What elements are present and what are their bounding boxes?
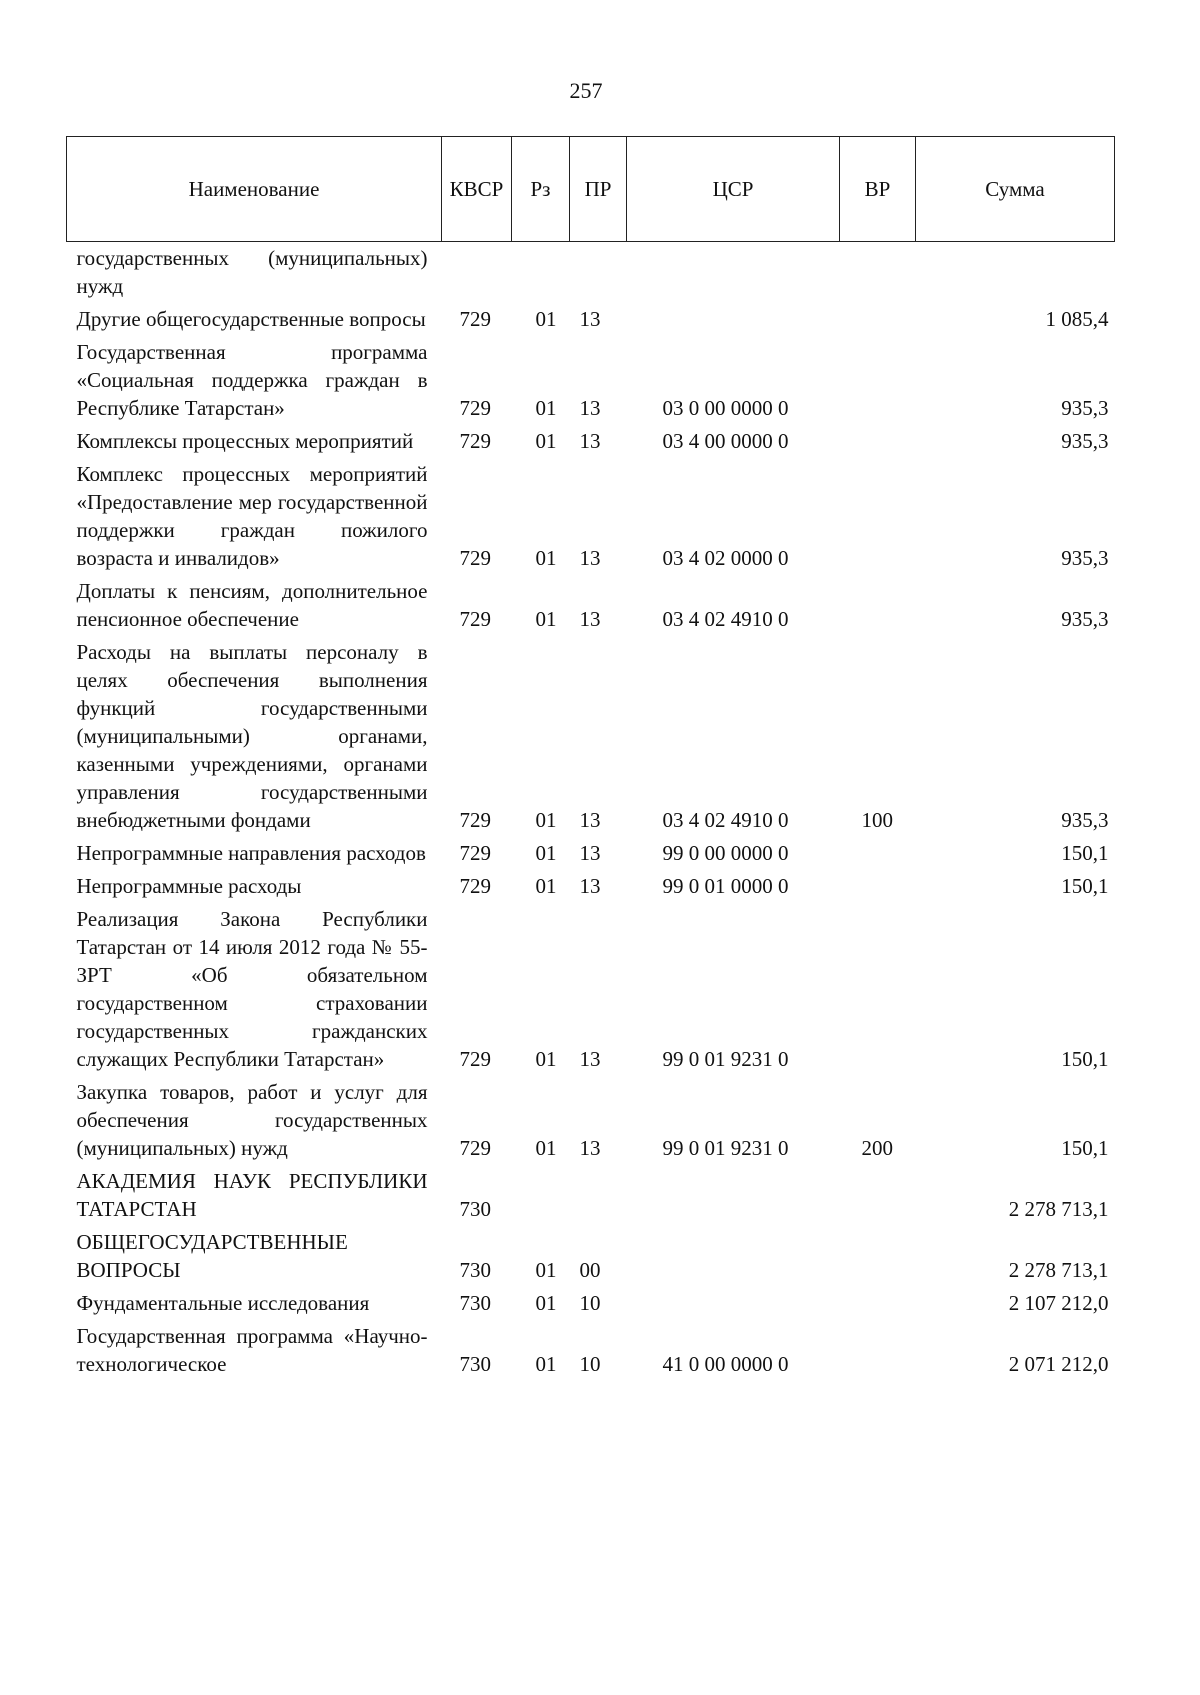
table-row xyxy=(67,1321,1115,1382)
cell-rz xyxy=(512,242,570,305)
cell-kvsr: 729 xyxy=(459,808,491,832)
cell-kvsr: 729 xyxy=(459,429,491,453)
cell-pr: 13 xyxy=(579,841,601,865)
cell-csr: 03 4 02 0000 0 xyxy=(662,546,789,570)
cell-vr xyxy=(840,1166,916,1227)
table-row xyxy=(67,1288,1115,1321)
cell-vr xyxy=(840,904,916,1077)
table-row xyxy=(67,304,1115,337)
cell-vr xyxy=(840,838,916,871)
cell-csr: 41 0 00 0000 0 xyxy=(662,1352,789,1376)
cell-sum: 2 278 713,1 xyxy=(1008,1197,1109,1221)
cell-rz: 01 xyxy=(535,396,557,420)
cell-name: Государственная программа «Научно-технологическое xyxy=(76,1324,428,1376)
cell-pr xyxy=(570,1166,627,1227)
cell-kvsr: 729 xyxy=(459,307,491,331)
table-row xyxy=(67,576,1115,637)
cell-csr xyxy=(627,1227,840,1288)
cell-kvsr: 729 xyxy=(459,546,491,570)
table-row xyxy=(67,1077,1115,1166)
table-row xyxy=(67,871,1115,904)
cell-csr: 03 0 00 0000 0 xyxy=(662,396,789,420)
cell-vr xyxy=(840,242,916,305)
cell-pr xyxy=(570,242,627,305)
header-csr: ЦСР xyxy=(627,137,840,242)
cell-kvsr: 730 xyxy=(459,1352,491,1376)
cell-sum xyxy=(916,242,1115,305)
cell-name: Доплаты к пенсиям, дополнительное пенсионное обеспечение xyxy=(76,579,428,631)
cell-rz: 01 xyxy=(535,1047,557,1071)
cell-vr xyxy=(840,1321,916,1382)
cell-sum: 935,3 xyxy=(1061,808,1109,832)
table-row xyxy=(67,1166,1115,1227)
cell-vr: 100 xyxy=(861,808,893,832)
cell-sum: 1 085,4 xyxy=(1045,307,1109,331)
cell-pr: 13 xyxy=(579,307,601,331)
cell-pr: 13 xyxy=(579,396,601,420)
cell-kvsr: 730 xyxy=(459,1291,491,1315)
cell-name: Непрограммные расходы xyxy=(76,874,302,898)
header-vr: ВР xyxy=(840,137,916,242)
cell-rz: 01 xyxy=(535,874,557,898)
cell-sum: 2 107 212,0 xyxy=(1008,1291,1109,1315)
header-sum: Сумма xyxy=(916,137,1115,242)
table-row xyxy=(67,637,1115,838)
table-row xyxy=(67,242,1115,305)
cell-sum: 150,1 xyxy=(1061,841,1109,865)
cell-rz xyxy=(512,1166,570,1227)
cell-rz: 01 xyxy=(535,1291,557,1315)
cell-pr: 00 xyxy=(579,1258,601,1282)
cell-name: ОБЩЕГОСУДАРСТВЕННЫЕ ВОПРОСЫ xyxy=(76,1230,348,1282)
cell-kvsr: 730 xyxy=(459,1258,491,1282)
cell-name: Комплексы процессных мероприятий xyxy=(76,429,414,453)
cell-vr xyxy=(840,337,916,426)
cell-kvsr: 729 xyxy=(459,396,491,420)
cell-vr xyxy=(840,871,916,904)
cell-csr xyxy=(627,1166,840,1227)
cell-name: Расходы на выплаты персоналу в целях обеспечения выполнения функций государственными (муниципальными) органами, казенными учреждениями, органами управления государственными внебюджетными фондами xyxy=(76,640,428,832)
cell-sum: 935,3 xyxy=(1061,607,1109,631)
cell-pr: 13 xyxy=(579,607,601,631)
cell-rz: 01 xyxy=(535,607,557,631)
cell-kvsr: 729 xyxy=(459,1136,491,1160)
cell-rz: 01 xyxy=(535,841,557,865)
table-row xyxy=(67,1227,1115,1288)
cell-vr xyxy=(840,1227,916,1288)
cell-csr xyxy=(627,304,840,337)
cell-rz: 01 xyxy=(535,1136,557,1160)
cell-kvsr xyxy=(442,242,512,305)
cell-pr: 13 xyxy=(579,546,601,570)
cell-pr: 10 xyxy=(579,1291,601,1315)
cell-csr xyxy=(627,1288,840,1321)
cell-pr: 13 xyxy=(579,1136,601,1160)
table-row xyxy=(67,459,1115,576)
cell-pr: 13 xyxy=(579,429,601,453)
cell-vr xyxy=(840,426,916,459)
cell-kvsr: 729 xyxy=(459,1047,491,1071)
cell-name: Другие общегосударственные вопросы xyxy=(76,307,426,331)
cell-sum: 150,1 xyxy=(1061,1136,1109,1160)
cell-kvsr: 729 xyxy=(459,874,491,898)
cell-name: АКАДЕМИЯ НАУК РЕСПУБЛИКИ ТАТАРСТАН xyxy=(76,1169,428,1221)
cell-name: Реализация Закона Республики Татарстан от 14 июля 2012 года № 55-ЗРТ «Об обязательном государственном страховании государственных гражданских служащих Республики Татарстан» xyxy=(76,907,428,1071)
cell-kvsr: 729 xyxy=(459,607,491,631)
cell-vr xyxy=(840,304,916,337)
cell-rz: 01 xyxy=(535,546,557,570)
budget-table xyxy=(66,136,1115,1382)
cell-rz: 01 xyxy=(535,429,557,453)
cell-rz: 01 xyxy=(535,1352,557,1376)
header-rz: Рз xyxy=(512,137,570,242)
cell-pr: 13 xyxy=(579,808,601,832)
cell-csr: 99 0 01 9231 0 xyxy=(662,1047,789,1071)
cell-rz: 01 xyxy=(535,808,557,832)
table-row xyxy=(67,838,1115,871)
cell-csr: 03 4 00 0000 0 xyxy=(662,429,789,453)
cell-csr: 03 4 02 4910 0 xyxy=(662,808,789,832)
table-header xyxy=(67,137,1115,242)
cell-csr: 99 0 00 0000 0 xyxy=(662,841,789,865)
cell-sum: 150,1 xyxy=(1061,874,1109,898)
header-name: Наименование xyxy=(67,137,442,242)
header-row xyxy=(67,137,1115,242)
cell-pr: 13 xyxy=(579,874,601,898)
cell-vr xyxy=(840,459,916,576)
cell-name: Фундаментальные исследования xyxy=(76,1291,370,1315)
cell-rz: 01 xyxy=(535,1258,557,1282)
cell-sum: 150,1 xyxy=(1061,1047,1109,1071)
cell-name: Закупка товаров, работ и услуг для обеспечения государственных (муниципальных) нужд xyxy=(76,1080,428,1160)
cell-vr: 200 xyxy=(861,1136,893,1160)
cell-pr: 10 xyxy=(579,1352,601,1376)
table-body xyxy=(67,242,1115,1383)
page-number: 257 xyxy=(569,78,603,103)
cell-name: Государственная программа «Социальная поддержка граждан в Республике Татарстан» xyxy=(76,340,428,420)
cell-csr: 99 0 01 0000 0 xyxy=(662,874,789,898)
cell-name: государственных (муниципальных) нужд xyxy=(76,246,428,298)
cell-pr: 13 xyxy=(579,1047,601,1071)
cell-sum: 935,3 xyxy=(1061,546,1109,570)
cell-sum: 935,3 xyxy=(1061,429,1109,453)
cell-name: Комплекс процессных мероприятий «Предоставление мер государственной поддержки граждан пожилого возраста и инвалидов» xyxy=(76,462,428,570)
cell-kvsr: 730 xyxy=(459,1197,491,1221)
cell-vr xyxy=(840,1288,916,1321)
budget-table-container xyxy=(66,136,1114,1382)
cell-rz: 01 xyxy=(535,307,557,331)
cell-csr: 03 4 02 4910 0 xyxy=(662,607,789,631)
table-row xyxy=(67,337,1115,426)
header-pr: ПР xyxy=(570,137,627,242)
cell-sum: 2 278 713,1 xyxy=(1008,1258,1109,1282)
cell-name: Непрограммные направления расходов xyxy=(76,841,426,865)
cell-sum: 935,3 xyxy=(1061,396,1109,420)
cell-vr xyxy=(840,576,916,637)
table-row xyxy=(67,426,1115,459)
cell-csr xyxy=(627,242,840,305)
cell-sum: 2 071 212,0 xyxy=(1008,1352,1109,1376)
header-kvsr: КВСР xyxy=(442,137,512,242)
cell-csr: 99 0 01 9231 0 xyxy=(662,1136,789,1160)
table-row xyxy=(67,904,1115,1077)
cell-kvsr: 729 xyxy=(459,841,491,865)
